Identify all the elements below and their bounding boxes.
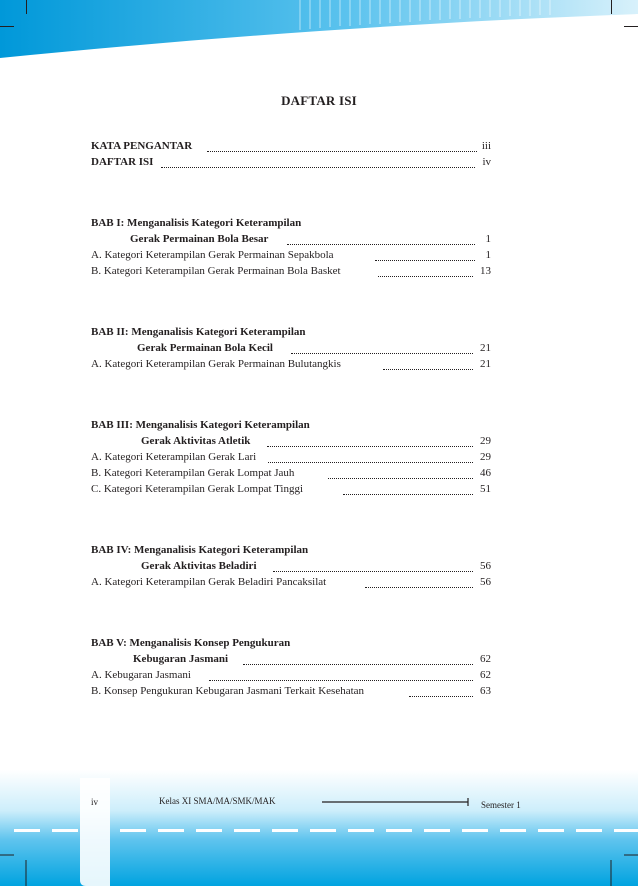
dot-leader bbox=[267, 433, 473, 447]
chapter-subtitle: Gerak Aktivitas Atletik bbox=[141, 435, 251, 447]
entry-page: iv bbox=[482, 156, 491, 168]
entry-page: 21 bbox=[480, 342, 491, 354]
footer-class-label: Kelas XI SMA/MA/SMK/MAK bbox=[159, 796, 276, 806]
chapter-title: BAB V: Menganalisis Konsep Pengukuran bbox=[91, 637, 291, 649]
footer-page-number: iv bbox=[91, 797, 99, 807]
entry-label: A. Kebugaran Jasmani bbox=[91, 669, 191, 681]
chapter-title: BAB II: Menganalisis Kategori Keterampilan bbox=[91, 326, 306, 338]
footer-semester: Semester 1 bbox=[481, 800, 521, 810]
toc-entry[interactable] bbox=[91, 481, 491, 497]
entry-page: 51 bbox=[480, 483, 491, 495]
crop-mark-top-left bbox=[0, 26, 14, 27]
chapter-subtitle: Gerak Permainan Bola Besar bbox=[130, 233, 269, 245]
crop-mark-top-right bbox=[624, 26, 638, 27]
entry-page: 21 bbox=[480, 358, 491, 370]
entry-page: 13 bbox=[480, 265, 491, 277]
entry-page: 62 bbox=[480, 669, 491, 681]
entry-label: A. Kategori Keterampilan Gerak Lari bbox=[91, 451, 257, 463]
toc-entry[interactable] bbox=[91, 574, 491, 590]
dot-leader bbox=[291, 340, 473, 354]
entry-label: B. Kategori Keterampilan Gerak Lompat Jauh bbox=[91, 467, 295, 479]
dot-leader bbox=[268, 449, 473, 463]
chapter-title: BAB I: Menganalisis Kategori Keterampilan bbox=[91, 217, 302, 229]
dot-leader bbox=[365, 574, 473, 588]
entry-label: DAFTAR ISI bbox=[91, 156, 154, 168]
dot-leader bbox=[161, 154, 475, 168]
entry-label: B. Konsep Pengukuran Kebugaran Jasmani Terkait Kesehatan bbox=[91, 685, 365, 697]
entry-page: 62 bbox=[480, 653, 491, 665]
chapter-subtitle: Gerak Permainan Bola Kecil bbox=[137, 342, 273, 354]
chapter-title: BAB IV: Menganalisis Kategori Keterampilan bbox=[91, 544, 309, 556]
toc-entry-chapter[interactable] bbox=[91, 433, 491, 449]
toc-entry-chapter[interactable] bbox=[91, 340, 491, 356]
toc-entry[interactable] bbox=[91, 683, 491, 699]
entry-label: A. Kategori Keterampilan Gerak Permainan Bulutangkis bbox=[91, 358, 341, 370]
toc-entry[interactable] bbox=[91, 667, 491, 683]
dot-leader bbox=[328, 465, 473, 479]
chapter-subtitle: Gerak Aktivitas Beladiri bbox=[141, 560, 257, 572]
entry-label: B. Kategori Keterampilan Gerak Permainan Bola Basket bbox=[91, 265, 341, 277]
entry-page: 56 bbox=[480, 576, 491, 588]
entry-page: 56 bbox=[480, 560, 491, 572]
entry-page: 29 bbox=[480, 451, 491, 463]
page-title: DAFTAR ISI bbox=[281, 93, 357, 108]
dot-leader bbox=[383, 356, 473, 370]
dot-leader bbox=[375, 247, 475, 261]
dot-leader bbox=[243, 651, 473, 665]
toc-entry-chapter[interactable] bbox=[91, 558, 491, 574]
dot-leader bbox=[207, 138, 477, 152]
entry-page: 1 bbox=[485, 249, 491, 261]
dot-leader bbox=[273, 558, 473, 572]
toc-entry-chapter[interactable] bbox=[91, 231, 491, 247]
toc-entry[interactable] bbox=[91, 465, 491, 481]
toc-entry[interactable] bbox=[91, 247, 491, 263]
entry-page: iii bbox=[481, 140, 491, 152]
dot-leader bbox=[343, 481, 473, 495]
entry-page: 46 bbox=[480, 467, 491, 479]
dot-leader bbox=[378, 263, 473, 277]
toc-entry[interactable] bbox=[91, 356, 491, 372]
entry-page: 29 bbox=[480, 435, 491, 447]
toc-entry[interactable] bbox=[91, 263, 491, 279]
top-banner bbox=[0, 0, 638, 80]
chapter-title: BAB III: Menganalisis Kategori Keterampilan bbox=[91, 419, 310, 431]
dot-leader bbox=[209, 667, 473, 681]
dot-leader bbox=[409, 683, 473, 697]
dot-leader bbox=[287, 231, 475, 245]
entry-label: C. Kategori Keterampilan Gerak Lompat Tinggi bbox=[91, 483, 304, 495]
chapter-subtitle: Kebugaran Jasmani bbox=[133, 653, 229, 665]
toc-entry-chapter[interactable] bbox=[91, 651, 491, 667]
entry-label: KATA PENGANTAR bbox=[91, 140, 193, 152]
toc-entry[interactable] bbox=[91, 449, 491, 465]
entry-page: 1 bbox=[485, 233, 491, 245]
toc-entry-daftar-isi[interactable] bbox=[91, 154, 491, 170]
entry-label: A. Kategori Keterampilan Gerak Beladiri Pancaksilat bbox=[91, 576, 327, 588]
entry-page: 63 bbox=[480, 685, 491, 697]
page-footer bbox=[0, 770, 638, 886]
crop-mark-top-right bbox=[611, 0, 612, 14]
toc-entry-kata-pengantar[interactable] bbox=[91, 138, 491, 154]
entry-label: A. Kategori Keterampilan Gerak Permainan Sepakbola bbox=[91, 249, 334, 261]
crop-mark-top-left bbox=[26, 0, 27, 14]
